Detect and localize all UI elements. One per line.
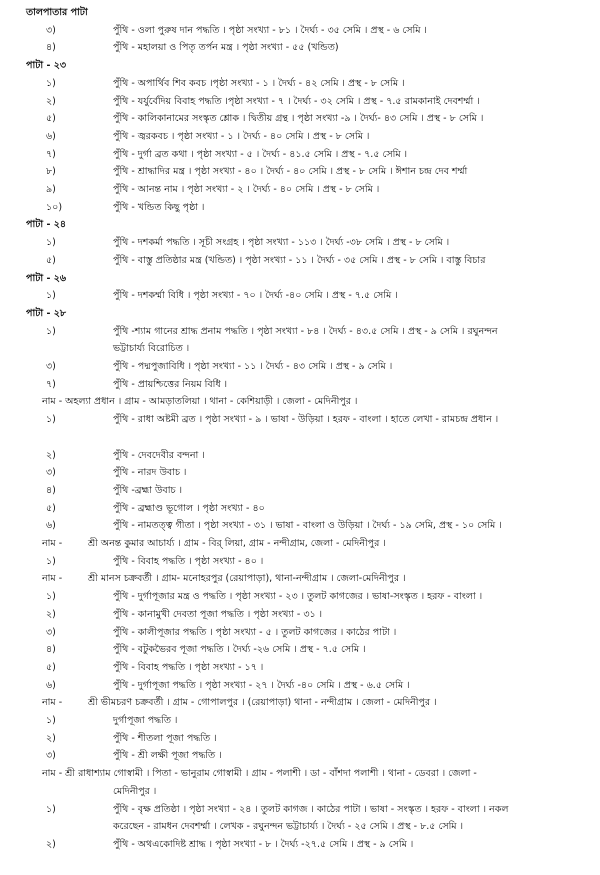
item-number: ২)	[46, 838, 56, 850]
item-number: ৪)	[46, 42, 56, 54]
item-number: ৬)	[46, 679, 56, 691]
section-heading: পাটা - ২৩	[26, 60, 67, 72]
document-line	[0, 606, 600, 624]
item-text: পুঁথি - খন্ডিত কিছু পৃষ্ঠা ।	[113, 201, 205, 213]
owner-details: শ্রী অনন্ত কুমার আচার্য্য । গ্রাম - বির্ লিয়া, গ্রাম - নন্দীগ্রাম, জেলা - মেদিনীপুর ।	[88, 538, 386, 549]
item-number: ১০)	[46, 201, 63, 213]
item-text: পুঁথি - দুর্গা ব্রত কথা । পৃষ্ঠা সংখ্যা - ৫ । দৈর্ঘ্য - ৪১.৫ সেমি । প্রস্থ - ৭.৫ সেমি ।	[113, 148, 408, 160]
item-number: ১)	[46, 77, 56, 89]
item-number: ৩)	[46, 750, 56, 762]
document-line	[0, 570, 600, 588]
item-text: দুর্গাপূজা পদ্ধতি ।	[113, 715, 178, 726]
item-text: পুঁথি - বিবাহ পদ্ধতি । পৃষ্ঠা সংখ্যা - ৪০ ।	[113, 555, 264, 567]
item-text: পুঁথি -ব্রহ্মা উবাচ ।	[113, 484, 183, 496]
continuation-text: মেদিনীপুর ।	[113, 785, 157, 797]
item-text: পুঁথি - যর্যুর্বেদিয় বিবাহ পদ্ধতি ।পৃষ্ঠা সংখ্যা - ৭ । দৈর্ঘ্য - ৩২ সেমি । প্রস্থ - ৭.৫ রামকানাই দেবশর্ম্মা ।	[113, 95, 480, 107]
document-line	[0, 305, 600, 323]
item-number: ২)	[46, 732, 56, 744]
document-line	[0, 801, 600, 819]
item-text: পুঁথি - দশকর্মা পদ্ধতি । সূচী সংগ্রহ । পৃষ্ঠা সংখ্যা - ১১৩ । দৈর্ঘ্য -৩৮ সেমি । প্রস্থ - ৮ সেমি ।	[113, 237, 450, 249]
section-heading: পাটা - ২৬	[26, 272, 67, 284]
item-number: ১)	[46, 414, 56, 426]
item-number: ৫)	[46, 113, 56, 125]
item-number: ৬)	[46, 130, 56, 142]
item-number: ২)	[46, 449, 56, 461]
item-text: পুঁথি - কানামুখী দেবতা পূজা পদ্ধতি । পৃষ্ঠা সংখ্যা - ৩১ ।	[113, 608, 323, 620]
item-text: পুঁথি - শীতলা পূজা পদ্ধতি ।	[113, 732, 217, 744]
document-line	[0, 747, 600, 765]
document-line	[0, 39, 600, 57]
document-line	[0, 199, 600, 217]
item-text: পুঁথি - অথএকোদিষ্ট শ্রাদ্ধ । পৃষ্ঠা সংখ্যা - ৮ । দৈর্ঘ্য -২৭.৫ সেমি । প্রস্থ - ৯ সেমি ।	[113, 838, 414, 850]
item-text: পুঁথি - দেবদেবীর বন্দনা ।	[113, 449, 205, 461]
document-line	[0, 517, 600, 535]
document-line	[0, 429, 600, 447]
item-text: পুঁথি - দুর্গাপূজার মন্ত্র ও পদ্ধতি । পৃষ্ঠা সংখ্যা - ২৩ । তুলট কাগজের । ভাষা-সংস্কৃত । হরফ - বাংলা ।	[113, 591, 483, 603]
document-line	[0, 464, 600, 482]
item-text: পুঁথি - বাস্তু প্রতিষ্ঠার মন্ত্র (খন্ডিত) । পৃষ্ঠা সংখ্যা - ১১ । দৈর্ঘ্য - ৩৫ সেমি । প্রস্থ - ৮ সেমি । বাস্তু বিচার	[113, 254, 486, 266]
item-text: পুঁথি - বিবাহ পদ্ধতি । পৃষ্ঠা সংখ্যা - ১৭ ।	[113, 661, 264, 673]
item-number: ৪)	[46, 644, 56, 656]
item-text: পুঁথি - আনন্ত নাম । পৃষ্ঠা সংখ্যা - ২ । দৈর্ঘ্য - ৪০ সেমি । প্রস্থ - ৮ সেমি ।	[113, 184, 380, 195]
item-number: ১)	[46, 715, 56, 726]
owner-label: নাম -	[42, 697, 63, 709]
document-line	[0, 482, 600, 500]
document-line	[0, 57, 600, 75]
item-number: ৫)	[46, 254, 56, 266]
item-number: ৯)	[46, 184, 56, 195]
document-line	[0, 376, 600, 394]
item-number: ৭)	[46, 148, 56, 160]
item-text: পুঁথি - অপার্থিব শিব কবচ ।পৃষ্ঠা সংখ্যা - ১ । দৈর্ঘ্য - ৪২ সেমি । প্রস্থ - ৮ সেমি ।	[113, 77, 405, 89]
item-text: পুঁথি - ব্রহ্মাণ্ড ভূগোল । পৃষ্ঠা সংখ্যা - ৪০	[113, 502, 265, 514]
owner-line: নাম - অহল্যা প্রধান । গ্রাম - আমড়াতলিয়া । থানা - কেশিয়াড়ী । জেলা - মেদিনীপুর ।	[42, 396, 358, 408]
item-number: ৩)	[46, 24, 56, 36]
item-number: ৭)	[46, 378, 56, 390]
item-number: ১)	[46, 803, 56, 815]
document-line	[0, 765, 600, 783]
document-line	[0, 818, 600, 836]
document-line	[0, 128, 600, 146]
document-line	[0, 358, 600, 376]
section-heading: পাটা - ২৮	[26, 307, 67, 319]
document-line	[0, 22, 600, 40]
continuation-text: করেছেন - রামধন দেবশর্ম্মা । লেখক - রঘুনন্দন ভট্টাচার্য্য । দৈর্ঘ্য - ২৫ সেমি । প্রস্থ - ৮.৫ সেমি ।	[113, 821, 464, 833]
item-text: পুঁথি - নারদ উবাচ ।	[113, 467, 187, 479]
item-number: ১)	[46, 237, 56, 249]
document-line	[0, 216, 600, 234]
owner-line: নাম - শ্রী রাধাশ্যাম গোস্বামী । পিতা - ভানুরাম গোস্বামী । গ্রাম - পলাশী । ডা - বাঁশদা পলাশী । থানা - ডেবরা । জেলা -	[42, 768, 477, 780]
document-line	[0, 677, 600, 695]
item-number: ১)	[46, 290, 56, 302]
document-line	[0, 730, 600, 748]
document-line	[0, 624, 600, 642]
document-line	[0, 588, 600, 606]
document-line	[0, 252, 600, 270]
item-number: ৬)	[46, 520, 56, 532]
item-text: পুঁথি - পদ্মপুজাবিধি । পৃষ্ঠা সংখ্যা - ১১ । দৈর্ঘ্য - ৪৩ সেমি । প্রস্থ - ৯ সেমি ।	[113, 361, 393, 372]
item-text: পুঁথি - ওলা পুরুষ দান পদ্ধতি । পৃষ্ঠা সংখ্যা - ৮১ । দৈর্ঘ্য - ৩৫ সেমি । প্রস্থ - ৬ সেমি ।	[113, 24, 427, 36]
owner-details: শ্রী ভীমচরণ চক্রবর্তী । গ্রাম - গোপালপুর । (রেয়াপাড়া) থানা - নন্দীগ্রাম । জেলা - মেদিনীপুর ।	[88, 697, 437, 709]
owner-details: শ্রী মানস চক্রবর্তী । গ্রাম- মনোহরপুর (রেয়াপাড়া), থানা-নন্দীগ্রাম । জেলা-মেদিনীপুর ।	[88, 573, 406, 585]
item-text: পুঁথি - জ্বরকবচ । পৃষ্ঠা সংখ্যা - ১ । দৈর্ঘ্য - ৪০ সেমি । প্রস্থ - ৮ সেমি ।	[113, 130, 370, 142]
owner-label: নাম -	[42, 538, 63, 549]
document-line	[0, 836, 600, 854]
document-line	[0, 694, 600, 712]
document-line	[0, 163, 600, 181]
item-text: পুঁথি - দশকর্ম্মা বিধি । পৃষ্ঠা সংখ্যা - ৭০ । দৈর্ঘ্য -৪০ সেমি । প্রস্থ - ৭.৫ সেমি ।	[113, 290, 398, 302]
document-line	[0, 287, 600, 305]
document-line	[0, 411, 600, 429]
item-text: পুঁথি - শ্রাদ্ধাদির মন্ত্র । পৃষ্ঠা সংখ্যা - ৪০ । দৈর্ঘ্য - ৪০ সেমি । প্রস্থ - ৮ সেমি । ঈশান চন্দ্র দেব শর্ম্মা	[113, 166, 468, 178]
item-number: ১)	[46, 591, 56, 603]
item-text: পুঁথি - প্রায়শ্চিত্তের নিয়ম বিধি ।	[113, 378, 228, 390]
item-text: পুঁথি - রাধা অষ্টমী ব্রত । পৃষ্ঠা সংখ্যা - ৯ । ভাষা - উড়িয়া । হরফ - বাংলা । হাতে লেখা - রামচন্দ্র প্রধান ।	[113, 414, 499, 426]
item-text: পুঁথি - শ্রী লক্ষী পূজা পদ্ধতি ।	[113, 750, 222, 762]
item-text: পুঁথি - বৃক্ষ প্রতিষ্ঠা । পৃষ্ঠা সংখ্যা - ২৪ । তুলট কাগজ । কাঠের পাটা । ভাষা - সংস্কৃত । হরফ - বাংলা । নকল	[113, 803, 509, 815]
document-line	[0, 323, 600, 341]
item-text: পুঁথি - বটুকভৈরব পূজা পদ্ধতি । দৈর্ঘ্য -২৬ সেমি । প্রস্থ - ৭.৫ সেমি ।	[113, 644, 366, 656]
item-text: পুঁথি - দুর্গাপূজা পদ্ধতি । পৃষ্ঠা সংখ্যা - ২৭ । দৈর্ঘ্য -৪০ সেমি । প্রস্থ - ৬.৫ সেমি ।	[113, 679, 410, 691]
document-line	[0, 93, 600, 111]
document-line	[0, 447, 600, 465]
item-text: পুঁথি - নামতত্ত্ব গীতা । পৃষ্ঠা সংখ্যা - ৩১ । ভাষা - বাংলা ও উড়িয়া । দৈর্ঘ্য - ১৯ সেমি, প্রস্থ - ১০ সেমি ।	[113, 520, 502, 532]
item-number: ৮)	[46, 166, 56, 178]
document-line	[0, 4, 600, 22]
item-number: ৩)	[46, 467, 56, 479]
item-number: ৫)	[46, 661, 56, 673]
document-line	[0, 234, 600, 252]
item-number: ৫)	[46, 502, 56, 514]
document-line	[0, 181, 600, 199]
document-line	[0, 553, 600, 571]
section-heading: পাটা - ২৪	[26, 219, 67, 231]
item-number: ২)	[46, 95, 56, 107]
item-text: পুঁথি -শ্যাম গানের শ্রাদ্ধ প্রনাম পদ্ধতি । পৃষ্ঠা সংখ্যা - ৮৪ । দৈর্ঘ্য - ৪৩.৫ সেমি । প্রস্থ - ৯ সেমি । রঘুনন্দন	[113, 325, 498, 337]
section-heading: তালপাতার পাটা	[26, 7, 88, 18]
item-text: পুঁথি - কালীপূজার পদ্ধতি । পৃষ্ঠা সংখ্যা - ৫ । তুলট কাগজের । কাঠের পাটা ।	[113, 626, 397, 638]
document-line	[0, 712, 600, 730]
item-number: ৪)	[46, 484, 56, 496]
document-line	[0, 783, 600, 801]
document-line	[0, 110, 600, 128]
item-number: ১)	[46, 325, 56, 337]
continuation-text: ভট্টাচার্য্য বিরোচিত ।	[113, 343, 190, 355]
document-line	[0, 75, 600, 93]
item-number: ৩)	[46, 361, 56, 372]
document-line	[0, 340, 600, 358]
item-number: ৩)	[46, 626, 56, 638]
document-line	[0, 641, 600, 659]
document-line	[0, 393, 600, 411]
item-number: ১)	[46, 555, 56, 567]
document-line	[0, 659, 600, 677]
document-line	[0, 500, 600, 518]
document-line	[0, 535, 600, 553]
item-number: ২)	[46, 608, 56, 620]
document-line	[0, 146, 600, 164]
document-line	[0, 270, 600, 288]
item-text: পুঁথি - কালিকানামের সংস্কৃত শ্লোক । দ্বিতীয় গ্রন্থ । পৃষ্ঠা সংখ্যা -৯ । দৈর্ঘ্য- ৪৩ সেমি । প্রস্থ - ৮ সেমি ।	[113, 113, 484, 125]
owner-label: নাম -	[42, 573, 63, 585]
item-text: পুঁথি - মহালয়া ও পিতৃ তর্পন মন্ত্র । পৃষ্ঠা সংখ্যা - ৫৫ (খন্ডিত)	[113, 42, 339, 54]
